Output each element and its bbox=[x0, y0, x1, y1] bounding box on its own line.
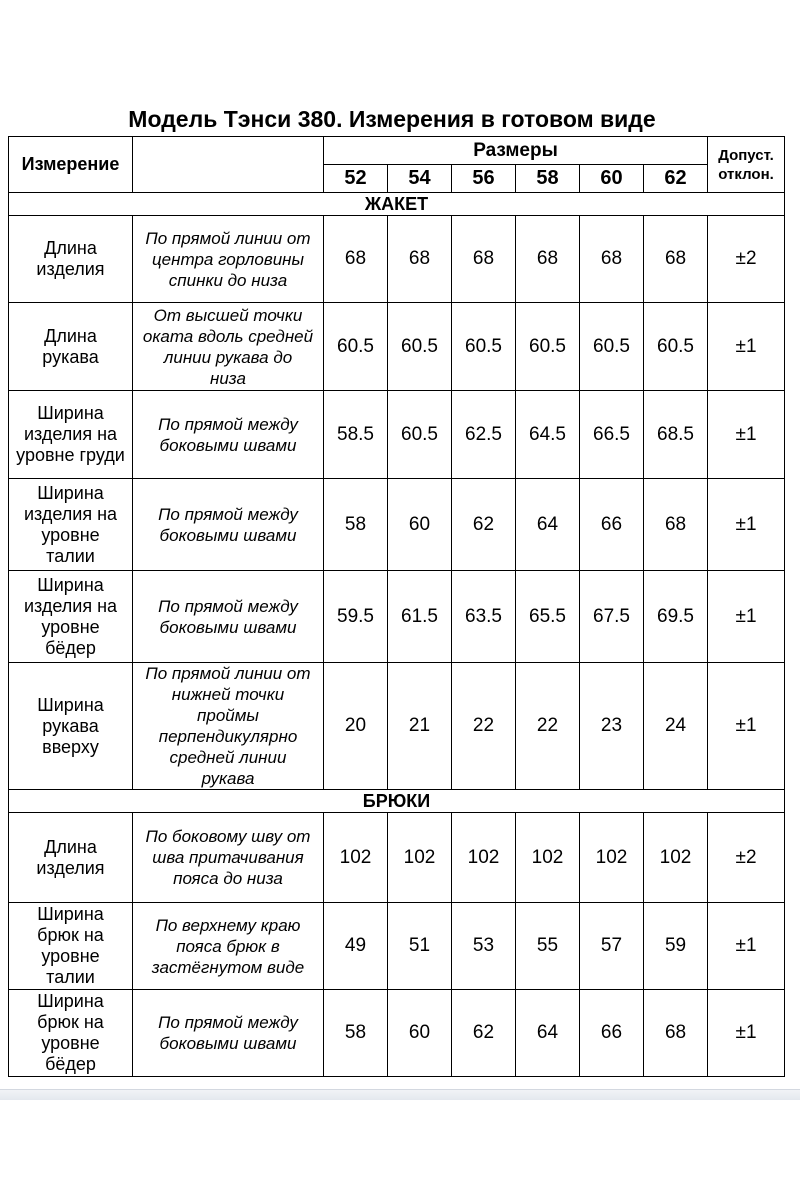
measurement-description bbox=[133, 813, 324, 903]
size-value: 62.5 bbox=[452, 391, 516, 479]
measurement-description-line: боковыми швами bbox=[159, 525, 297, 545]
measurement-name-line: Длина bbox=[44, 238, 97, 258]
size-value: 62 bbox=[452, 479, 516, 571]
measurement-name-line: изделия bbox=[36, 259, 105, 279]
table-row bbox=[9, 663, 785, 790]
header-description-blank bbox=[133, 137, 324, 193]
measurement-description-line: линии рукава до bbox=[163, 347, 293, 367]
size-value: 55 bbox=[516, 903, 580, 990]
size-value: 66.5 bbox=[580, 391, 644, 479]
size-value: 59 bbox=[644, 903, 708, 990]
measurement-description-line: От высшей точки bbox=[153, 305, 303, 325]
header-measurement: Измерение bbox=[9, 137, 133, 193]
size-value: 60.5 bbox=[388, 303, 452, 391]
measurement-name-line: талии bbox=[46, 967, 95, 987]
measurement-name bbox=[9, 903, 133, 990]
header-size: 58 bbox=[516, 165, 580, 193]
measurement-name-line: талии bbox=[46, 545, 95, 566]
measurement-description-line: По прямой между bbox=[158, 504, 298, 524]
size-value: 21 bbox=[388, 663, 452, 790]
bottom-divider-band bbox=[0, 1089, 800, 1100]
measurement-name-line: рукава bbox=[42, 715, 99, 736]
measurement-description-line: нижней точки bbox=[171, 685, 285, 704]
measurement-description-line: боковыми швами bbox=[159, 435, 297, 455]
size-value: 63.5 bbox=[452, 571, 516, 663]
measurement-name bbox=[9, 216, 133, 303]
measurement-description bbox=[133, 990, 324, 1077]
size-value: 53 bbox=[452, 903, 516, 990]
measurement-name-line: бёдер bbox=[45, 1054, 96, 1074]
size-value: 60 bbox=[388, 990, 452, 1077]
table-row bbox=[9, 303, 785, 391]
measurement-name-line: бёдер bbox=[45, 637, 96, 658]
section-row bbox=[9, 790, 785, 813]
measurement-description-line: оката вдоль средней bbox=[142, 326, 314, 346]
tolerance-value: ±1 bbox=[708, 663, 785, 790]
measurement-description-line: шва притачивания bbox=[152, 848, 304, 867]
table-row bbox=[9, 216, 785, 303]
measurement-name-line: уровне bbox=[41, 616, 100, 637]
measurement-description bbox=[133, 479, 324, 571]
measurement-description bbox=[133, 663, 324, 790]
measurement-name-line: изделия на bbox=[23, 503, 118, 524]
size-value: 68 bbox=[388, 216, 452, 303]
size-value: 102 bbox=[324, 813, 388, 903]
measurement-description-line: боковыми швами bbox=[159, 1034, 297, 1053]
measurement-name bbox=[9, 303, 133, 391]
size-value: 102 bbox=[580, 813, 644, 903]
measurement-description bbox=[133, 391, 324, 479]
measurement-description-line: По прямой между bbox=[158, 1013, 298, 1032]
measurement-name-line: Ширина bbox=[37, 991, 104, 1011]
size-value: 23 bbox=[580, 663, 644, 790]
measurement-description-line: пояса брюк в bbox=[176, 936, 280, 956]
header-row bbox=[9, 137, 785, 165]
measurement-name bbox=[9, 479, 133, 571]
size-value: 68 bbox=[452, 216, 516, 303]
section-title: ЖАКЕТ bbox=[9, 193, 785, 216]
header-tolerance-line: отклон. bbox=[718, 165, 774, 183]
size-value: 58.5 bbox=[324, 391, 388, 479]
measurement-name-line: изделия на bbox=[23, 595, 118, 616]
size-value: 66 bbox=[580, 990, 644, 1077]
tolerance-value: ±1 bbox=[708, 571, 785, 663]
measurement-name-line: изделия bbox=[36, 857, 105, 878]
measurement-description-line: По прямой между bbox=[158, 596, 298, 616]
page-title: Модель Тэнси 380. Измерения в готовом виде bbox=[128, 106, 656, 132]
size-value: 64.5 bbox=[516, 391, 580, 479]
measurement-name-line: Длина bbox=[44, 836, 97, 857]
section-title: БРЮКИ bbox=[9, 790, 785, 813]
table-row bbox=[9, 903, 785, 990]
measurement-description-line: перпендикулярно bbox=[158, 727, 298, 746]
measurement-name-line: Длина bbox=[44, 325, 97, 346]
measurement-description-line: низа bbox=[210, 368, 246, 388]
measurement-name bbox=[9, 990, 133, 1077]
header-size: 52 bbox=[324, 165, 388, 193]
size-value: 60.5 bbox=[388, 391, 452, 479]
measurement-description bbox=[133, 303, 324, 391]
measurement-name-line: Ширина bbox=[37, 904, 104, 924]
measurement-description-line: средней линии bbox=[169, 748, 287, 767]
measurement-name-line: Ширина bbox=[37, 482, 104, 503]
measurement-description-line: застёгнутом виде bbox=[151, 957, 305, 977]
measurement-name-line: изделия на bbox=[23, 424, 118, 444]
measurement-name-line: брюк на bbox=[37, 925, 104, 945]
tolerance-value: ±2 bbox=[708, 813, 785, 903]
measurement-name-line: уровне груди bbox=[16, 445, 125, 465]
tolerance-value: ±1 bbox=[708, 479, 785, 571]
table-row bbox=[9, 571, 785, 663]
table-row bbox=[9, 990, 785, 1077]
measurement-name-line: брюк на bbox=[37, 1012, 104, 1032]
size-value: 68 bbox=[644, 990, 708, 1077]
measurement-description bbox=[133, 571, 324, 663]
size-value: 67.5 bbox=[580, 571, 644, 663]
size-value: 60.5 bbox=[452, 303, 516, 391]
measurement-description-line: центра горловины bbox=[151, 249, 305, 269]
size-value: 102 bbox=[644, 813, 708, 903]
size-value: 49 bbox=[324, 903, 388, 990]
section-row bbox=[9, 193, 785, 216]
measurement-description-line: По прямой между bbox=[158, 414, 298, 434]
size-value: 20 bbox=[324, 663, 388, 790]
measurement-description bbox=[133, 903, 324, 990]
size-value: 24 bbox=[644, 663, 708, 790]
measurement-name-line: уровне bbox=[41, 524, 100, 545]
measurement-description-line: По прямой линии от bbox=[145, 228, 311, 248]
measurement-name-line: Ширина bbox=[37, 403, 104, 423]
table-row bbox=[9, 813, 785, 903]
size-value: 64 bbox=[516, 479, 580, 571]
tolerance-value: ±1 bbox=[708, 990, 785, 1077]
size-value: 60 bbox=[388, 479, 452, 571]
size-value: 58 bbox=[324, 990, 388, 1077]
size-value: 60.5 bbox=[644, 303, 708, 391]
header-sizes-title: Размеры bbox=[324, 137, 708, 165]
size-value: 60.5 bbox=[516, 303, 580, 391]
measurement-description-line: пояса до низа bbox=[173, 869, 283, 888]
measurement-name bbox=[9, 391, 133, 479]
size-value: 68 bbox=[644, 479, 708, 571]
size-value: 102 bbox=[388, 813, 452, 903]
measurement-name-line: уровне bbox=[41, 946, 100, 966]
size-value: 102 bbox=[452, 813, 516, 903]
measurements-table bbox=[8, 136, 785, 1077]
size-value: 22 bbox=[452, 663, 516, 790]
size-value: 69.5 bbox=[644, 571, 708, 663]
table-row bbox=[9, 479, 785, 571]
measurement-description-line: По прямой линии от bbox=[145, 664, 311, 683]
header-size: 56 bbox=[452, 165, 516, 193]
size-value: 102 bbox=[516, 813, 580, 903]
measurement-name bbox=[9, 813, 133, 903]
measurement-name-line: Ширина bbox=[37, 574, 104, 595]
size-value: 60.5 bbox=[580, 303, 644, 391]
size-value: 60.5 bbox=[324, 303, 388, 391]
measurements-table-body bbox=[9, 137, 785, 1077]
size-value: 22 bbox=[516, 663, 580, 790]
size-value: 68 bbox=[516, 216, 580, 303]
measurement-description-line: проймы bbox=[197, 706, 259, 725]
size-value: 68 bbox=[580, 216, 644, 303]
size-value: 66 bbox=[580, 479, 644, 571]
tolerance-value: ±2 bbox=[708, 216, 785, 303]
size-value: 61.5 bbox=[388, 571, 452, 663]
measurement-description-line: спинки до низа bbox=[168, 270, 288, 290]
header-size: 60 bbox=[580, 165, 644, 193]
header-size: 54 bbox=[388, 165, 452, 193]
tolerance-value: ±1 bbox=[708, 303, 785, 391]
size-value: 59.5 bbox=[324, 571, 388, 663]
measurement-description-line: По верхнему краю bbox=[155, 915, 301, 935]
tolerance-value: ±1 bbox=[708, 903, 785, 990]
size-value: 64 bbox=[516, 990, 580, 1077]
measurement-description-line: боковыми швами bbox=[159, 617, 297, 637]
size-value: 68 bbox=[644, 216, 708, 303]
header-tolerance bbox=[708, 137, 785, 193]
header-tolerance-line: Допуст. bbox=[718, 146, 774, 164]
measurement-name bbox=[9, 663, 133, 790]
size-value: 68.5 bbox=[644, 391, 708, 479]
measurement-name-line: Ширина bbox=[37, 694, 104, 715]
measurement-description bbox=[133, 216, 324, 303]
size-value: 58 bbox=[324, 479, 388, 571]
table-row bbox=[9, 391, 785, 479]
size-value: 57 bbox=[580, 903, 644, 990]
measurement-name bbox=[9, 571, 133, 663]
size-value: 51 bbox=[388, 903, 452, 990]
measurement-name-line: вверху bbox=[42, 736, 99, 757]
size-value: 62 bbox=[452, 990, 516, 1077]
size-value: 65.5 bbox=[516, 571, 580, 663]
measurement-name-line: рукава bbox=[42, 346, 99, 367]
header-size: 62 bbox=[644, 165, 708, 193]
tolerance-value: ±1 bbox=[708, 391, 785, 479]
measurement-description-line: рукава bbox=[201, 769, 255, 788]
measurement-description-line: По боковому шву от bbox=[145, 827, 311, 846]
measurement-name-line: уровне bbox=[41, 1033, 100, 1053]
size-value: 68 bbox=[324, 216, 388, 303]
